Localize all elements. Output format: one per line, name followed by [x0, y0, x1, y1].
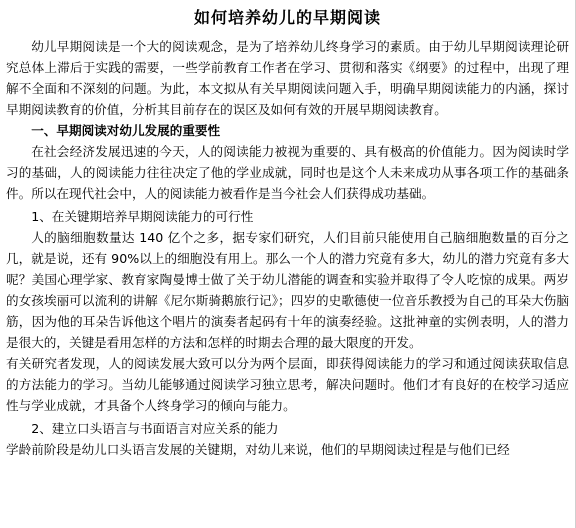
- subsection-2-heading: 2、建立口头语言与书面语言对应关系的能力: [31, 421, 279, 436]
- section-1-paragraph: 在社会经济发展迅速的今天，人的阅读能力被视为重要的、具有极高的价值能力。因为阅读时学习的基础，人的阅读能力往往决定了他的学业成就，同时也是这个人未来成功从事各项工作的基础条件。所以在现代社会中，人的阅读能力被看作是当今社会人们获得成功基础。: [6, 144, 569, 201]
- intro-paragraph: 幼儿早期阅读是一个大的阅读观念，是为了培养幼儿终身学习的素质。由于幼儿早期阅读理论研究总体上滞后于实践的需要，一些学前教育工作者在学习、贯彻和落实《纲要》的过程中，出现了理解不全面和不深刻的问题。为此，本文拟从有关早期阅读问题入手，明确早期阅读能力的内涵，探讨早期阅读教育的价值，分析其目前存在的误区及如何有效的开展早期阅读教育。: [6, 39, 569, 117]
- subsection-2-paragraph: 学龄前阶段是幼儿口头语言发展的关键期，对幼儿来说，他们的早期阅读过程是与他们已经: [6, 442, 510, 457]
- document-title: 如何培养幼儿的早期阅读: [193, 8, 381, 27]
- subsection-1-paragraph-1: 人的脑细胞数量达 140 亿个之多，据专家们研究，人们目前只能使用自己脑细胞数量的百分之几，就是说，还有 90%以上的细胞没有用上。那么一个人的潜力究竟有多大，幼儿的潜力究竟有多大呢？美国心理学家、教育家陶曼博士做了关于幼儿潜能的调查和实验并取得了令人吃惊的成果。两岁的女孩埃丽可以流利的讲解《尼尔斯骑鹅旅行记》；四岁的史歌德使一位音乐教授为自己的耳朵大伤脑筋，因为他的耳朵告诉他这个唱片的演奏者起码有十年的演奏经验。这批神童的实例表明，人的潜力是很大的，关键是看用怎样的方法和怎样的时期去合理的最大限度的开发。: [6, 230, 569, 350]
- subsection-1-heading: 1、在关键期培养早期阅读能力的可行性: [31, 209, 254, 224]
- subsection-1-paragraph-2: 有关研究者发现，人的阅读发展大致可以分为两个层面，即获得阅读能力的学习和通过阅读获取信息的方法能力的学习。当幼儿能够通过阅读学习独立思考，解决问题时。他们才有良好的在校学习适应性与学业成就，才具备个人终身学习的倾向与能力。: [6, 356, 569, 413]
- section-1-heading: 一、早期阅读对幼儿发展的重要性: [31, 123, 221, 138]
